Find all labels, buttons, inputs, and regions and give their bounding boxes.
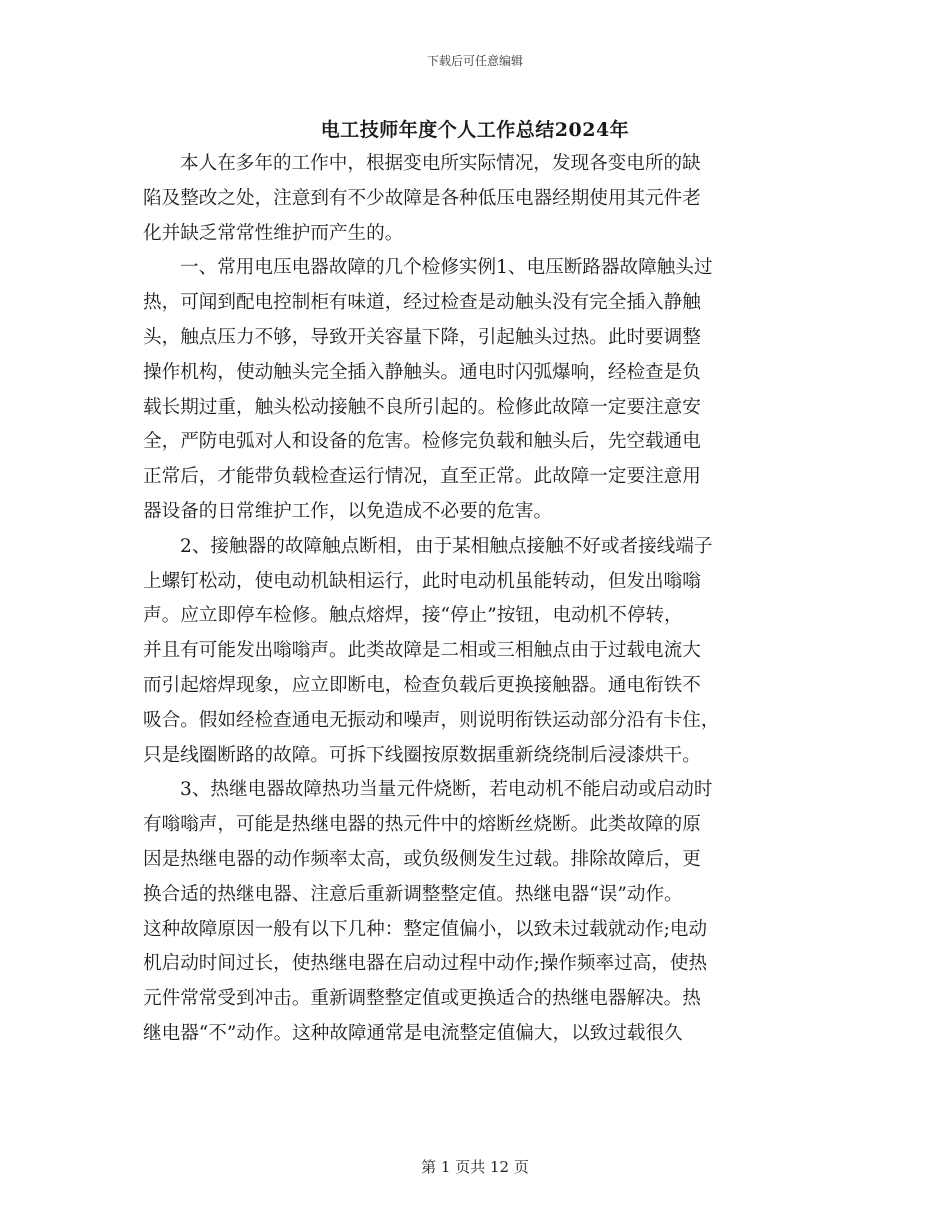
body-line: 上螺钉松动，使电动机缺相运行，此时电动机虽能转动，但发出嗡嗡 (143, 570, 701, 592)
body-line: 有嗡嗡声，可能是热继电器的热元件中的熔断丝烧断。此类故障的原 (143, 814, 701, 836)
page-header: 下载后可任意编辑 (426, 54, 523, 68)
body-line: 热，可闻到配电控制柜有味道，经过检查是动触头没有完全插入静触 (143, 292, 701, 314)
body-line: 因是热继电器的动作频率太高，或负级侧发生过载。排除故障后，更 (143, 848, 701, 870)
body-line: 化并缺乏常常性维护而产生的。 (143, 222, 404, 244)
body-line: 头，触点压力不够，导致开关容量下降，引起触头过热。此时要调整 (143, 326, 701, 348)
document-body (143, 147, 811, 1052)
body-line: 2、接触器的故障触点断相，由于某相触点接触不好或者接线端子 (180, 535, 713, 557)
body-line: 载长期过重，触头松动接触不良所引起的。检修此故障一定要注意安 (143, 396, 701, 418)
body-line: 继电器“不”动作。这种故障通常是电流整定值偏大，以致过载很久 (143, 1022, 683, 1044)
body-line: 声。应立即停车检修。触点熔焊，接“停止”按钮，电动机不停转， (143, 605, 683, 627)
body-line: 陷及整改之处，注意到有不少故障是各种低压电器经期使用其元件老 (143, 187, 701, 209)
document-title: 电工技师年度个人工作总结2024年 (320, 119, 630, 141)
body-line: 操作机构，使动触头完全插入静触头。通电时闪弧爆响，经检查是负 (143, 361, 701, 383)
body-line: 机启动时间过长，使热继电器在启动过程中动作;操作频率过高，使热 (143, 953, 708, 975)
body-line: 只是线圈断路的故障。可拆下线圈按原数据重新绕绕制后浸漆烘干。 (143, 744, 701, 766)
body-line: 全，严防电弧对人和设备的危害。检修完负载和触头后，先空载通电 (143, 431, 701, 453)
body-line: 换合适的热继电器、注意后重新调整整定值。热继电器“误”动作。 (143, 883, 683, 905)
body-line: 本人在多年的工作中，根据变电所实际情况，发现各变电所的缺 (180, 153, 701, 174)
page-footer: 第 1 页共 12 页 (421, 1158, 529, 1176)
body-line: 一、常用电压电器故障的几个检修实例1、电压断路器故障触头过 (180, 257, 713, 279)
body-line: 而引起熔焊现象，应立即断电，检查负载后更换接触器。通电衔铁不 (143, 674, 701, 696)
body-line: 吸合。假如经检查通电无振动和噪声，则说明衔铁运动部分沿有卡住， (143, 709, 720, 731)
body-line: 这种故障原因一般有以下几种：整定值偏小，以致未过载就动作;电动 (143, 918, 708, 940)
body-line: 器设备的日常维护工作，以免造成不必要的危害。 (143, 500, 553, 522)
body-line: 并且有可能发出嗡嗡声。此类故障是二相或三相触点由于过载电流大 (143, 640, 701, 662)
body-line: 元件常常受到冲击。重新调整整定值或更换适合的热继电器解决。热 (143, 988, 701, 1010)
body-line: 正常后，才能带负载检查运行情况，直至正常。此故障一定要注意用 (143, 466, 701, 488)
body-line: 3、热继电器故障热功当量元件烧断，若电动机不能启动或启动时 (180, 779, 713, 801)
